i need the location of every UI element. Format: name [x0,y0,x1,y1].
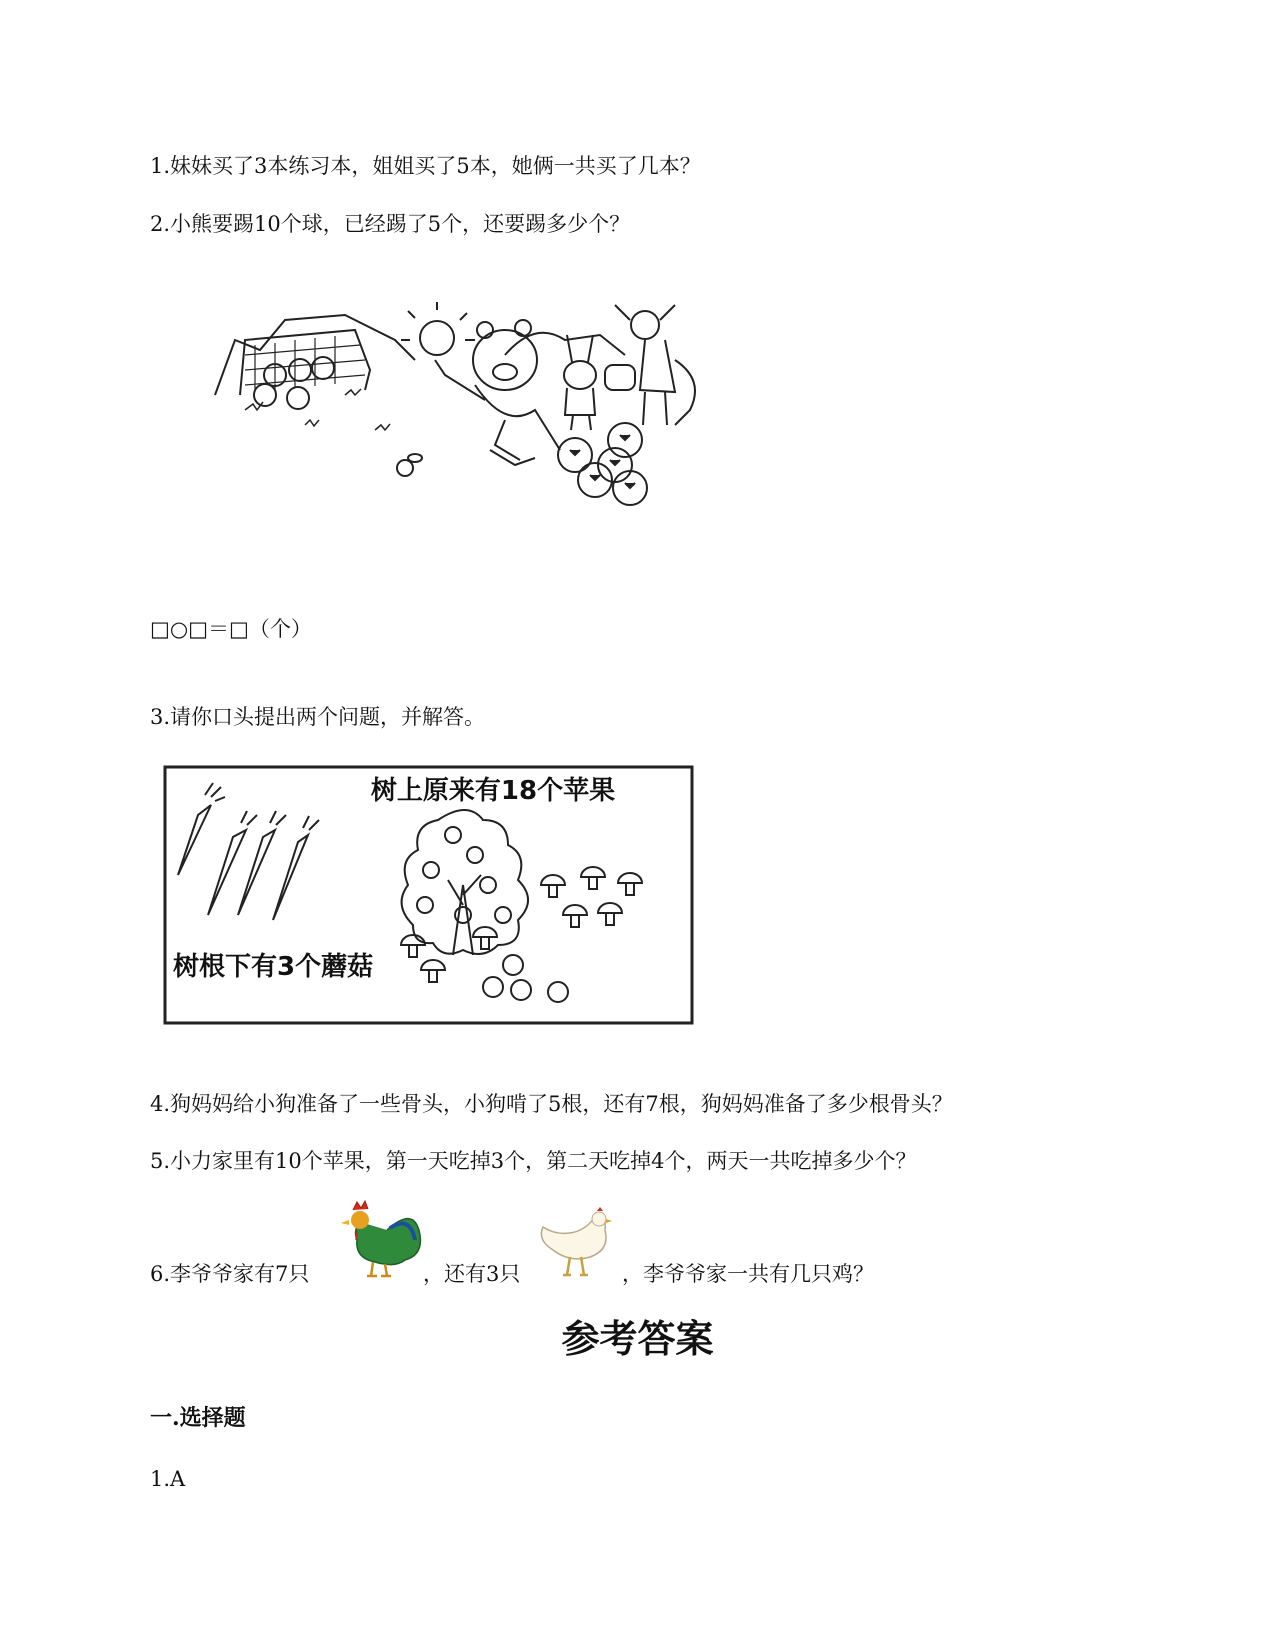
answer-1: 1.A [150,1467,186,1491]
figure-bottom-caption: 树根下有3个蘑菇 [173,952,374,982]
question-6-part3: ，李爷爷家一共有几只鸡？ [622,1262,874,1286]
question-6-part2: ，还有3只 [423,1262,521,1286]
hen-image [535,1205,615,1284]
section-title: 一.选择题 [150,1405,246,1431]
figure-top-caption: 树上原来有18个苹果 [370,776,616,806]
soccer-balls [558,423,647,505]
answer-title: 参考答案 [561,1316,714,1361]
rooster-image [335,1200,425,1284]
rabbit-figure [564,335,596,430]
question-4: 4.狗妈妈给小狗准备了一些骨头，小狗啃了5根，还有7根，狗妈妈准备了多少根骨头？ [150,1092,953,1116]
question-2-formula: □○□＝□（个） [150,617,312,641]
soccer-illustration [205,300,760,554]
question-1: 1.妹妹买了3本练习本，姐姐买了5本，她俩一共买了几本？ [150,154,701,178]
apple-tree-illustration [163,765,695,1031]
question-6-part1: 6.李爷爷家有7只 [150,1262,310,1286]
child-figure [605,305,675,425]
question-2: 2.小熊要踢10个球，已经踢了5个，还要踢多少个？ [150,212,631,236]
question-3: 3.请你口头提出两个问题，并解答。 [150,705,486,729]
question-5: 5.小力家里有10个苹果，第一天吃掉3个，第二天吃掉4个，两天一共吃掉多少个？ [150,1149,917,1173]
